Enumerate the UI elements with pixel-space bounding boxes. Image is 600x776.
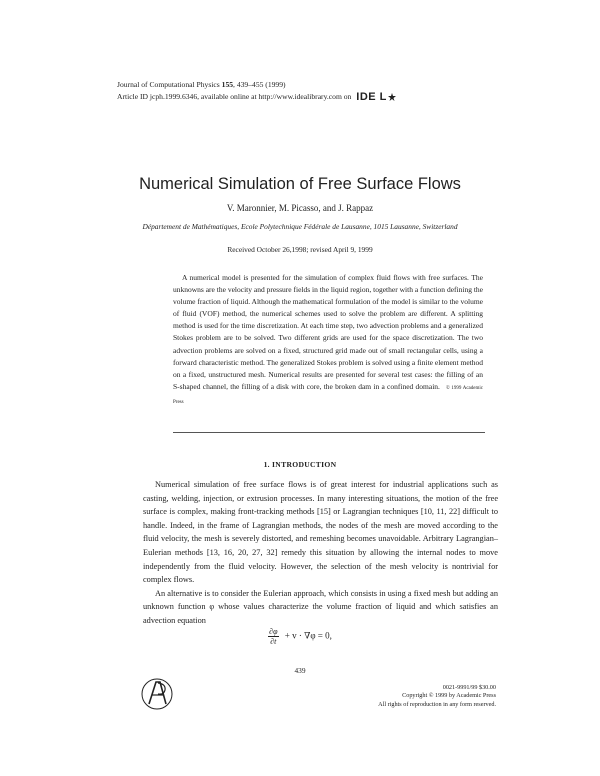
ideal-star-icon: [387, 92, 397, 102]
body-text: [143, 478, 498, 628]
section-heading: 1. INTRODUCTION: [263, 460, 337, 469]
journal-volume: 155: [221, 80, 234, 89]
equation-denominator: ∂t: [270, 637, 277, 646]
ideal-logo-text: IDE L: [356, 91, 387, 104]
paper-title: Numerical Simulation of Free Surface Flows: [139, 175, 461, 193]
authors: V. Maronnier, M. Picasso, and J. Rappaz: [226, 203, 374, 213]
equation-rest: + v · ∇φ = 0,: [284, 630, 332, 641]
paragraph-2: An alternative is to consider the Eulerian approach, which consists in using a fixed mesh but adding an unknown function φ whose values characterize the volume fraction of liquid and which satisfies an advection equation: [143, 588, 498, 625]
journal-header: [117, 79, 397, 103]
article-id: Article ID jcph.1999.6346, available online at http://www.idealibrary.com on: [117, 92, 352, 101]
copyright-footer: [378, 684, 496, 709]
copyright-line: Copyright © 1999 by Academic Press: [402, 692, 496, 700]
journal-citation: [117, 79, 397, 91]
page-number: 439: [294, 666, 306, 675]
equation-numerator: ∂φ: [269, 627, 278, 636]
paragraph-1: Numerical simulation of free surface flows is of great interest for industrial applications such as casting, welding, injection, or extrusion processes. In many interesting situations, the motion of the free surface is complex, making front-tracking methods [15] or Lagrangian techniques [10, 11, 22] difficult to handle. Indeed, in the frame of Lagrangian methods, the nodes of the mesh are moved according to the fluid velocity, the mesh is severely distorted, and remeshing becomes unavoidable. Arbitrary Lagrangian–Eulerian methods [13, 16, 20, 27, 32] remedy this situation by allowing the internal nodes to move independently from the fluid velocity. However, the selection of the mesh velocity is nontrivial for complex flows.: [143, 480, 498, 585]
rights-line: All rights of reproduction in any form reserved.: [378, 700, 496, 708]
advection-equation: [0, 627, 600, 646]
affiliation: Département de Mathématiques, Ecole Polytechnique Fédérale de Lausanne, 1015 Lausanne, Switzerland: [142, 222, 458, 231]
journal-pages: , 439–455 (1999): [233, 80, 286, 89]
academic-press-logo-icon: [140, 676, 174, 712]
abstract-text: A numerical model is presented for the simulation of complex fluid flows with free surfaces. The unknowns are the velocity and pressure fields in the liquid region, together with a function defining the volume fraction of liquid. Although the mathematical formulation of the model is similar to the volume of fluid (VOF) method, the numerical schemes used to solve the problem are different. A splitting method is used for the time discretization. At each time step, two advection problems and a generalized Stokes problem are to be solved. Two different grids are used for the space discretization. The two advection problems are solved on a fixed, structured grid made out of small rectangular cells, using a forward characteristic method. The generalized Stokes problem is solved using a finite element method on a fixed, unstructured mesh. Numerical results are presented for several test cases: the filling of an S-shaped channel, the filling of a disk with core, the broken dam in a confined domain.: [173, 273, 483, 391]
equation-fraction: [268, 627, 278, 646]
abstract-copyright: © 1999 Academic Press: [173, 385, 483, 405]
journal-name: Journal of Computational Physics: [117, 80, 220, 89]
issn-price: 0021-9991/99 $30.00: [442, 684, 496, 691]
abstract: [173, 272, 483, 409]
received-date: Received October 26,1998; revised April 9, 1999: [227, 245, 373, 254]
article-id-line: [117, 91, 397, 103]
ideal-logo: [356, 91, 397, 103]
abstract-divider: [173, 432, 485, 433]
